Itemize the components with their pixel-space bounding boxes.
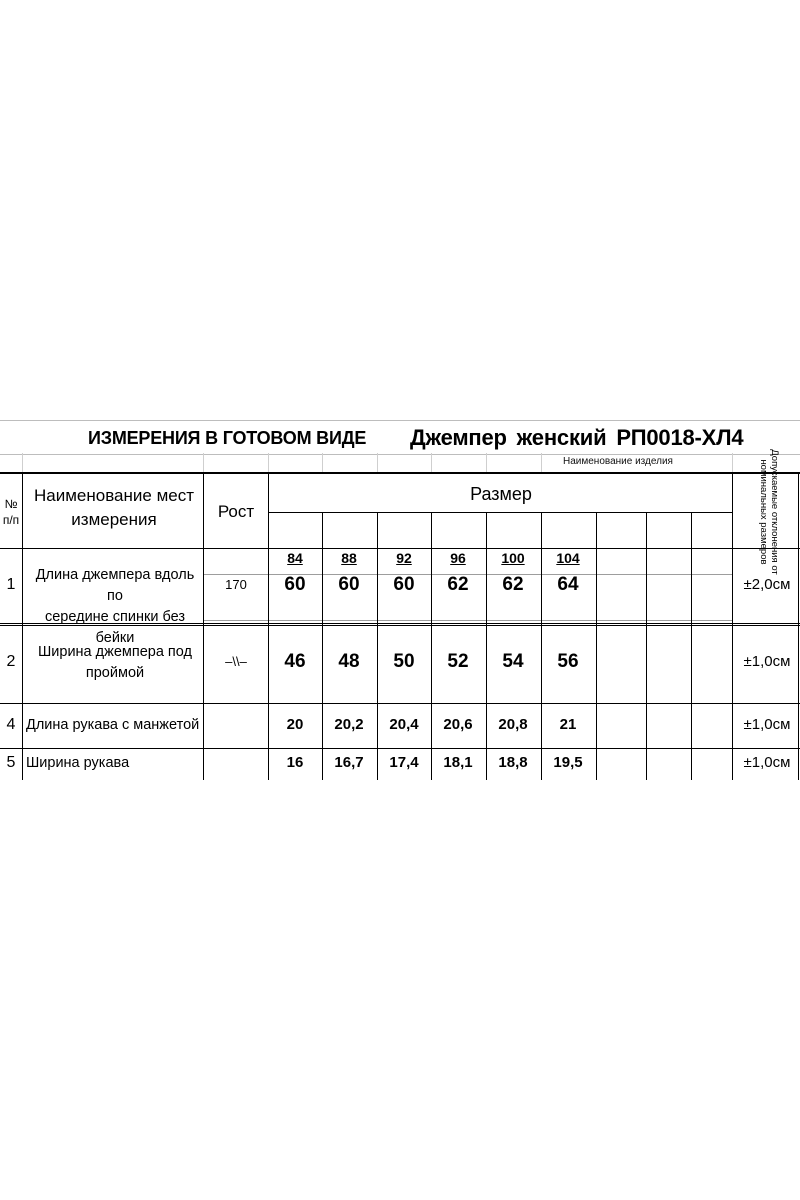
- row-number: 5: [6, 754, 16, 771]
- size-value-84: 46: [284, 651, 306, 672]
- size-value-88: 16,7: [334, 754, 364, 771]
- size-value-100: 62: [502, 573, 524, 595]
- measurement-name: [26, 715, 204, 736]
- product-title: Джемпер женский РП0018-ХЛ4: [410, 425, 744, 450]
- size-value-100: 18,8: [498, 754, 528, 771]
- header-size: Размер: [470, 484, 532, 504]
- measurement-name-line: Ширина рукава: [26, 755, 130, 771]
- header-tolerance: Допускаемые отклонения от номинальных размеров: [758, 449, 780, 575]
- size-value-84: 20: [286, 715, 304, 733]
- size-header-96: 96: [450, 550, 466, 566]
- measurement-name-line: Длина рукава с манжетой: [26, 716, 200, 733]
- row-height: 170: [225, 576, 247, 592]
- size-value-88: 48: [338, 651, 360, 672]
- size-value-96: 20,6: [443, 715, 473, 733]
- size-value-104: 21: [559, 715, 577, 733]
- measurement-name: [26, 565, 204, 649]
- header-number: № п/п: [2, 497, 20, 527]
- size-header-104: 104: [556, 550, 580, 566]
- size-header-88: 88: [341, 550, 357, 566]
- measurement-name: [26, 753, 204, 774]
- size-value-96: 18,1: [443, 754, 473, 771]
- header-height: Рост: [217, 502, 255, 521]
- row-tolerance: ±1,0см: [743, 715, 791, 733]
- size-value-104: 19,5: [553, 754, 583, 771]
- product-caption: Наименование изделия: [563, 456, 673, 467]
- row-tolerance: ±1,0см: [743, 754, 791, 771]
- measurement-name: [26, 642, 204, 684]
- size-value-92: 20,4: [389, 715, 419, 733]
- size-header-92: 92: [396, 550, 412, 566]
- header-tolerance-cell: [735, 449, 799, 575]
- row-number: 2: [6, 653, 16, 670]
- size-value-88: 60: [338, 573, 360, 595]
- size-value-92: 17,4: [389, 754, 419, 771]
- size-value-92: 50: [393, 651, 415, 672]
- measurement-name-line: середине спинки без бейки: [44, 608, 185, 646]
- row-tolerance: ±2,0см: [743, 575, 791, 593]
- size-value-100: 54: [502, 651, 524, 672]
- row-number: 1: [6, 575, 16, 593]
- measurement-name-line: проймой: [85, 665, 145, 681]
- row-height: –\\–: [225, 654, 247, 669]
- size-value-104: 56: [557, 651, 579, 672]
- header-measurement-name: Наименование мест измерения: [34, 486, 194, 529]
- size-value-100: 20,8: [498, 715, 528, 733]
- row-number: 4: [6, 715, 16, 733]
- size-value-88: 20,2: [334, 715, 364, 733]
- size-value-96: 52: [447, 651, 469, 672]
- size-header-84: 84: [287, 550, 303, 566]
- product-caption-row: [0, 453, 800, 474]
- size-value-84: 60: [284, 573, 306, 595]
- size-value-92: 60: [393, 573, 415, 595]
- measurement-name-line: Длина джемпера вдоль по: [35, 566, 195, 604]
- row-tolerance: ±1,0см: [743, 653, 791, 670]
- size-value-96: 62: [447, 573, 469, 595]
- measurements-title: ИЗМЕРЕНИЯ В ГОТОВОМ ВИДЕ: [88, 428, 367, 448]
- size-value-84: 16: [286, 754, 304, 771]
- title-row: [0, 420, 800, 455]
- size-value-104: 64: [557, 573, 579, 595]
- measurement-name-line: Ширина джемпера под: [38, 644, 192, 660]
- size-header-100: 100: [501, 550, 525, 566]
